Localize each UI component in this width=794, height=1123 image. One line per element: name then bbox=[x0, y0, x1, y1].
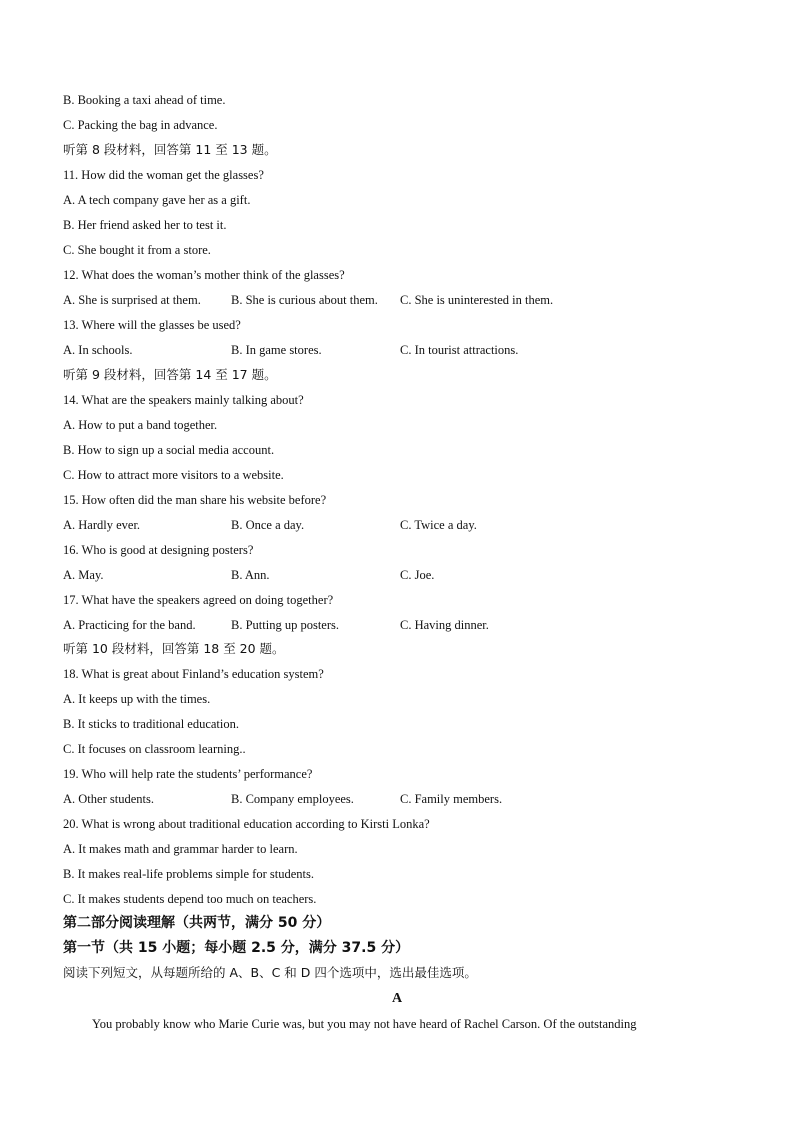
option-c: C. Having dinner. bbox=[400, 618, 489, 632]
option-b: B. Putting up posters. bbox=[231, 618, 339, 632]
option-c: C. She is uninterested in them. bbox=[400, 293, 554, 307]
option-c: C. Twice a day. bbox=[400, 518, 477, 532]
question-12: 12. What does the woman’s mother think of the glasses? bbox=[63, 268, 345, 282]
option-line: B. Her friend asked her to test it. bbox=[63, 218, 227, 232]
option-a: A. In schools. bbox=[63, 343, 133, 357]
option-b: B. She is curious about them. bbox=[231, 293, 378, 307]
option-c: C. Family members. bbox=[400, 792, 503, 806]
question-13: 13. Where will the glasses be used? bbox=[63, 318, 241, 332]
question-19: 19. Who will help rate the students’ performance? bbox=[63, 767, 313, 781]
option-line: A. It makes math and grammar harder to learn. bbox=[63, 842, 298, 856]
option-c: C. In tourist attractions. bbox=[400, 343, 519, 357]
passage-text: You probably know who Marie Curie was, but you may not have heard of Rachel Carson. Of the outstanding bbox=[92, 1017, 637, 1031]
question-17: 17. What have the speakers agreed on doing together? bbox=[63, 593, 334, 607]
option-c: C. Joe. bbox=[400, 568, 435, 582]
option-b: B. In game stores. bbox=[231, 343, 322, 357]
question-20: 20. What is wrong about traditional education according to Kirsti Lonka? bbox=[63, 817, 430, 831]
part-heading: 第二部分阅读理解（共两节，满分 50 分） bbox=[63, 915, 331, 931]
option-line: A. A tech company gave her as a gift. bbox=[63, 193, 251, 207]
option-line: C. It focuses on classroom learning.. bbox=[63, 742, 246, 756]
option-line: B. How to sign up a social media account. bbox=[63, 443, 275, 457]
listening-instruction: 听第 8 段材料，回答第 11 至 13 题。 bbox=[63, 142, 277, 157]
option-b: B. Ann. bbox=[231, 568, 270, 582]
option-line: B. It makes real-life problems simple for students. bbox=[63, 867, 314, 881]
option-line: C. Packing the bag in advance. bbox=[63, 118, 218, 132]
option-a: A. May. bbox=[63, 568, 104, 582]
option-line: A. How to put a band together. bbox=[63, 418, 218, 432]
question-16: 16. Who is good at designing posters? bbox=[63, 543, 254, 557]
option-line: B. It sticks to traditional education. bbox=[63, 717, 240, 731]
question-11: 11. How did the woman get the glasses? bbox=[63, 168, 264, 182]
passage-label: A bbox=[391, 991, 403, 1006]
question-14: 14. What are the speakers mainly talking about? bbox=[63, 393, 304, 407]
option-a: A. Other students. bbox=[63, 792, 154, 806]
option-a: A. Hardly ever. bbox=[63, 518, 141, 532]
option-line: B. Booking a taxi ahead of time. bbox=[63, 93, 226, 107]
reading-instruction: 阅读下列短文，从每题所给的 A、B、C 和 D 四个选项中，选出最佳选项。 bbox=[63, 965, 477, 980]
option-b: B. Once a day. bbox=[231, 518, 305, 532]
option-b: B. Company employees. bbox=[231, 792, 354, 806]
option-a: A. She is surprised at them. bbox=[63, 293, 201, 307]
option-line: C. She bought it from a store. bbox=[63, 243, 211, 257]
option-line: A. It keeps up with the times. bbox=[63, 692, 211, 706]
section-heading: 第一节（共 15 小题；每小题 2.5 分，满分 37.5 分） bbox=[63, 940, 410, 956]
question-15: 15. How often did the man share his website before? bbox=[63, 493, 327, 507]
option-a: A. Practicing for the band. bbox=[63, 618, 196, 632]
option-line: C. It makes students depend too much on teachers. bbox=[63, 892, 317, 906]
listening-instruction: 听第 10 段材料，回答第 18 至 20 题。 bbox=[63, 641, 285, 656]
option-line: C. How to attract more visitors to a website. bbox=[63, 468, 284, 482]
question-18: 18. What is great about Finland’s education system? bbox=[63, 667, 324, 681]
listening-instruction: 听第 9 段材料，回答第 14 至 17 题。 bbox=[63, 367, 277, 382]
